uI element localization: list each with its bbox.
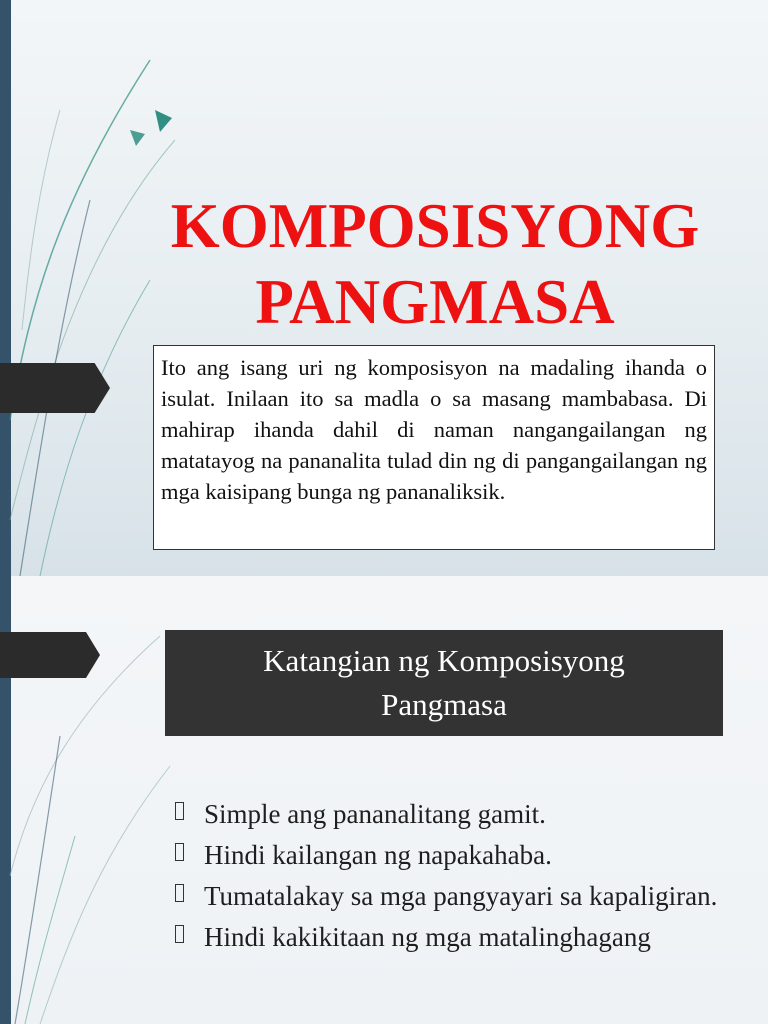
arrow-tab-decoration	[0, 363, 110, 413]
list-item	[175, 839, 735, 872]
title-line: PANGMASA	[255, 267, 615, 337]
list-item	[175, 921, 735, 954]
bullet-icon	[175, 843, 184, 861]
bullet-icon	[175, 884, 184, 902]
heading-line: Katangian ng Komposisyong	[263, 643, 625, 678]
list-item-text: Hindi kakikitaan ng mga matalinghagang	[204, 922, 651, 952]
description-text: Ito ang isang uri ng komposisyon na madaling ihanda o isulat. Inilaan ito sa madla o sa masang mambabasa. Di mahirap ihanda dahil di naman nangangailangan ng matatayog na pananalita tulad din ng di pangangailangan ng mga kaisipang bunga ng pananaliksik.	[161, 355, 707, 504]
list-item-text: Tumatalakay sa mga pangyayari sa kapaligiran.	[204, 881, 718, 911]
bullet-icon	[175, 925, 184, 943]
section-heading-box	[165, 630, 723, 736]
description-box	[153, 345, 715, 550]
arrow-tab-decoration	[0, 632, 100, 678]
list-item-text: Simple ang pananalitang gamit.	[204, 799, 546, 829]
heading-line: Pangmasa	[381, 687, 507, 722]
title-line: KOMPOSISYONG	[170, 191, 700, 261]
characteristics-list	[175, 798, 735, 962]
slide-2	[0, 576, 768, 1024]
bullet-icon	[175, 802, 184, 820]
list-item	[175, 880, 735, 913]
section-heading	[263, 639, 625, 727]
slide-title	[150, 188, 720, 340]
list-item-text: Hindi kailangan ng napakahaba.	[204, 840, 552, 870]
list-item	[175, 798, 735, 831]
